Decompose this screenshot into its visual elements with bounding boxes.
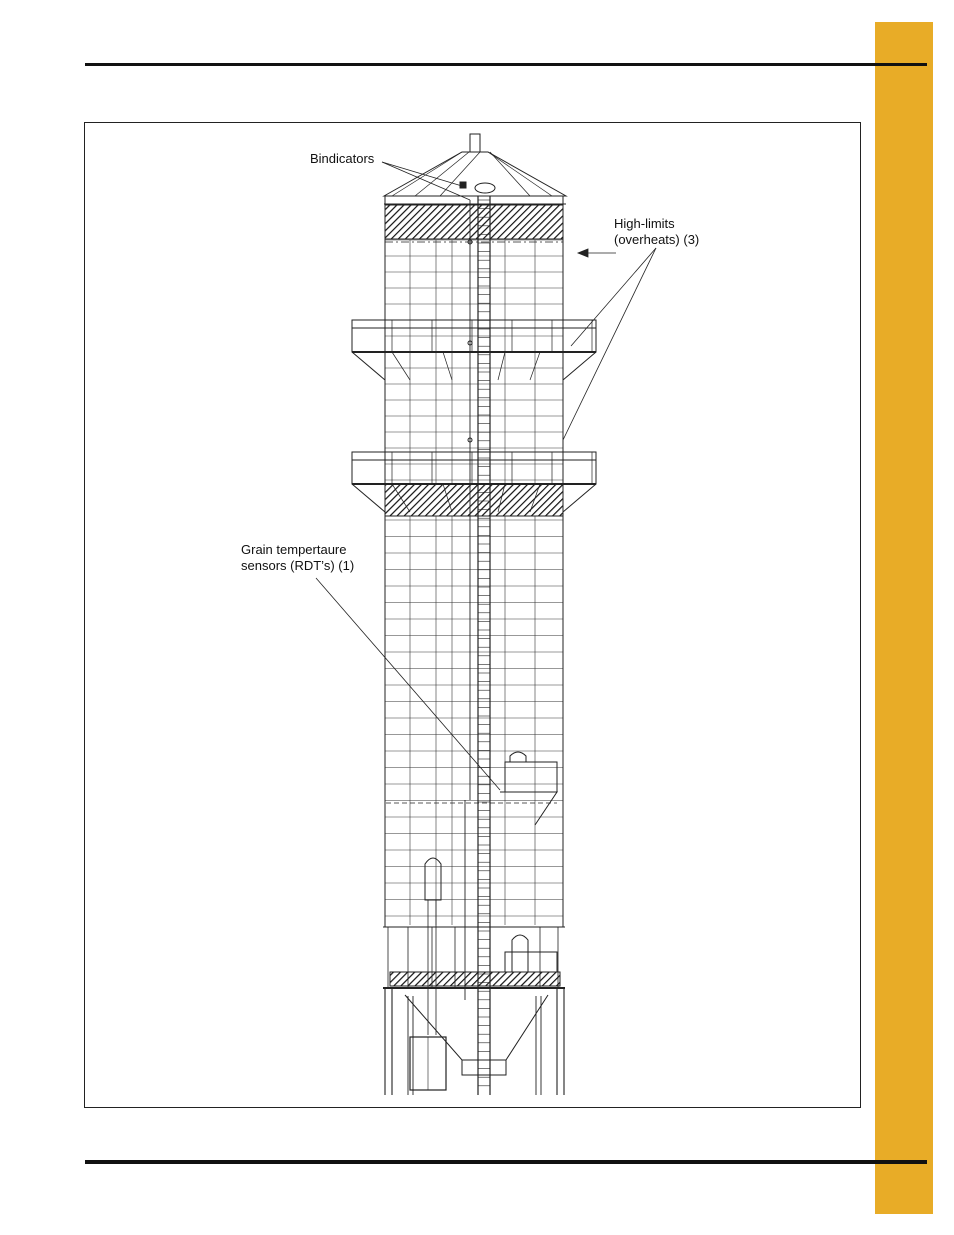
leader-high-limits-1	[571, 248, 656, 346]
catwalk-upper-strut	[498, 352, 505, 380]
hatch-band-bottom	[390, 972, 560, 986]
roof-rib	[490, 152, 530, 196]
leader-bindicators-1	[382, 162, 462, 186]
label-high-limits-1: High-limits	[614, 216, 675, 231]
catwalk-lower-rail	[352, 452, 596, 484]
arrowhead	[578, 249, 588, 257]
catwalk-upper-strut	[392, 352, 410, 380]
roof-vent-stack	[470, 134, 480, 152]
hatch-band-top	[385, 205, 563, 239]
side-door	[510, 752, 526, 762]
label-grain-temp-2: sensors (RDT’s) (1)	[241, 558, 355, 573]
catwalk-upper-brace-right	[563, 352, 596, 380]
roof-rib	[488, 152, 552, 196]
hatch-band-middle	[385, 484, 563, 516]
catwalk-lower-brace-left	[352, 484, 385, 512]
hatched-bands	[385, 205, 563, 986]
label-grain-temp-1: Grain tempertaure	[241, 542, 347, 557]
leader-grain-temp	[316, 578, 500, 790]
side-platform-brace	[500, 792, 557, 825]
roof-hatch	[475, 183, 495, 193]
side-unit-rail	[505, 952, 557, 972]
label-bindicators: Bindicators	[310, 151, 375, 166]
label-high-limits-2: (overheats) (3)	[614, 232, 700, 247]
hopper-outlet	[462, 1060, 506, 1075]
catwalk-lower-brace-right	[563, 484, 596, 512]
side-platform-rail	[505, 762, 557, 792]
catwalk-upper-strut	[443, 352, 452, 380]
roof-rib	[392, 152, 462, 196]
side-unit-door	[512, 935, 528, 972]
bindicator-sensor	[460, 182, 466, 188]
hopper-cone	[405, 995, 548, 1060]
fan-housing	[425, 858, 441, 900]
leader-high-limits-2	[563, 248, 656, 440]
catwalk-upper-brace-left	[352, 352, 385, 380]
